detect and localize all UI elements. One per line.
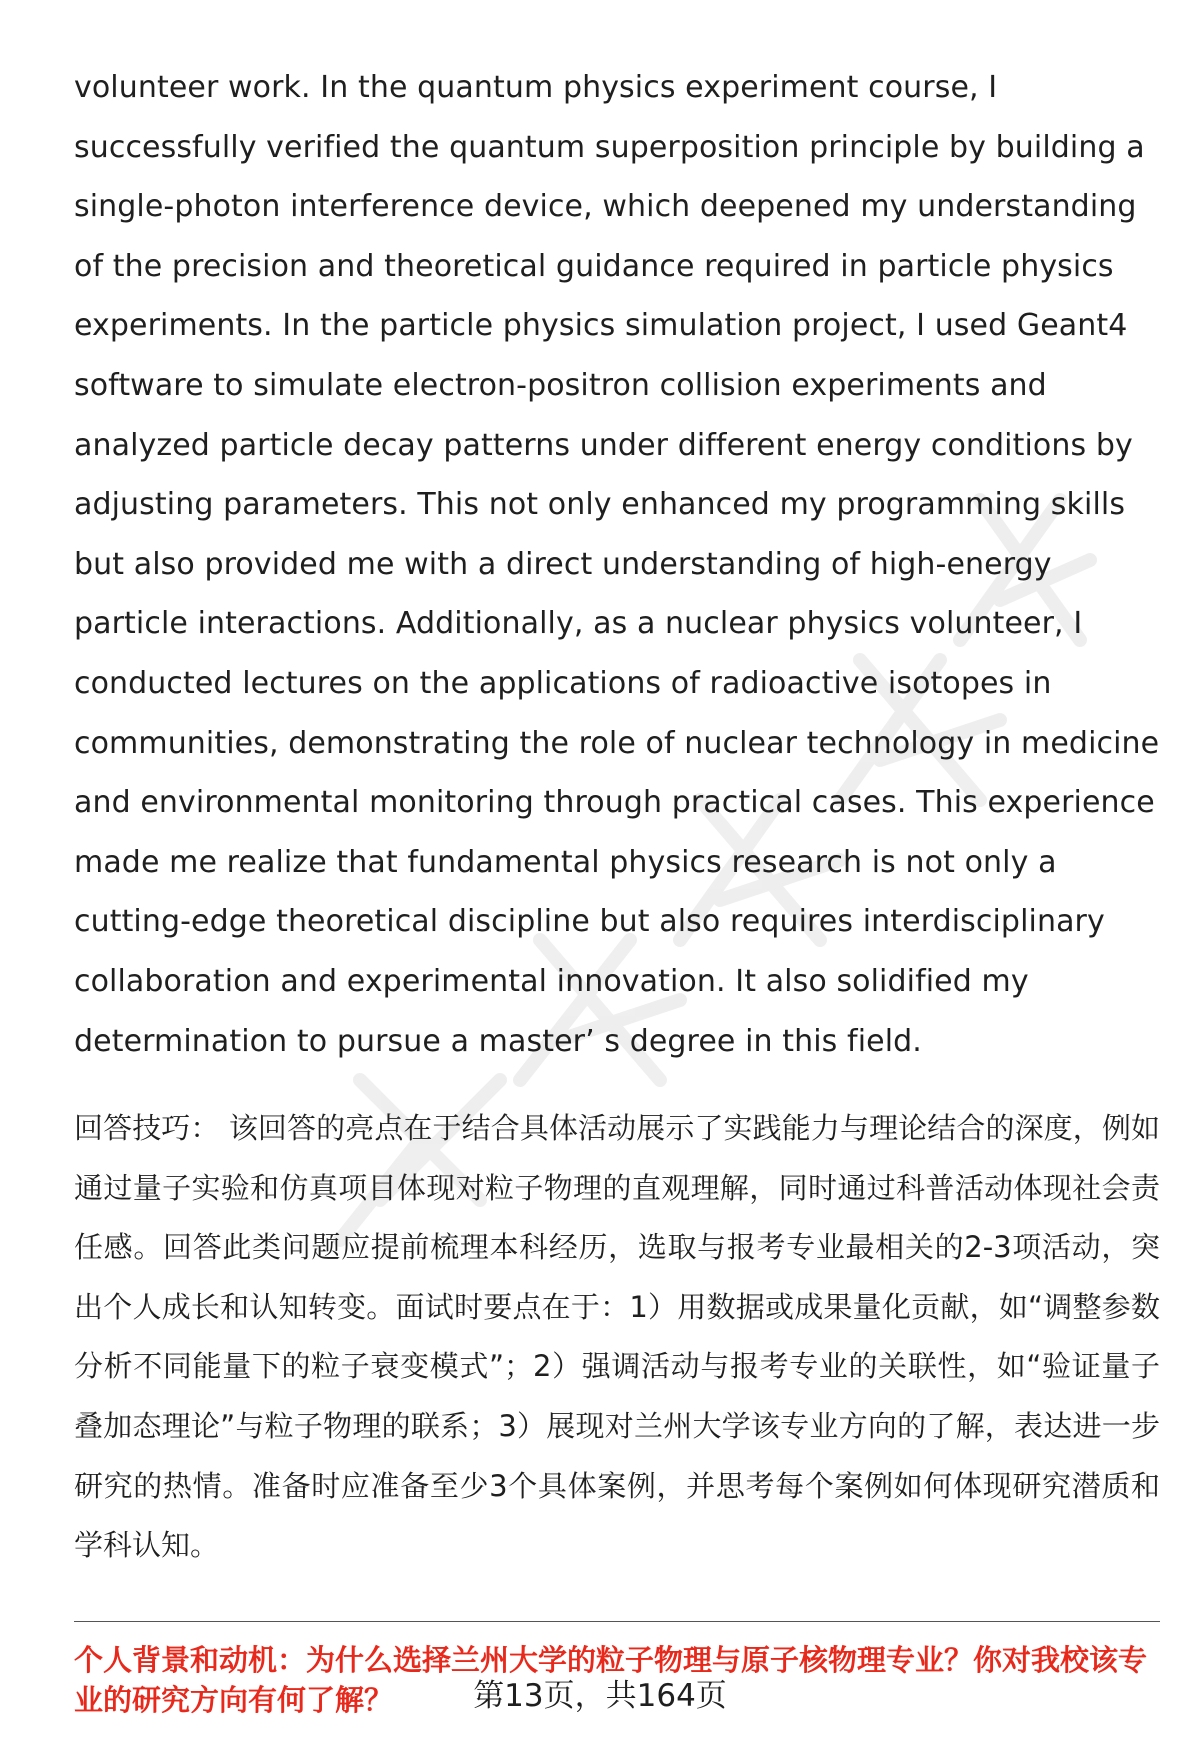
next-question-heading: 个人背景和动机：为什么选择兰州大学的粒子物理与原子核物理专业？你对我校该专业的研究方向有何了解？ bbox=[74, 1642, 1148, 1717]
answer-paragraph: volunteer work. In the quantum physics experiment course, I successfully verified the quantum superposition principle by building a single-photon interference device, which deepened my understanding of the precision and theoretical guidance required in particle physics experiments. In the particle physics simulation project, I used Geant4 software to simulate electron-positron collision experiments and analyzed particle decay patterns under different energy conditions by adjusting parameters. This not only enhanced my programming skills but also provided me with a direct understanding of high-energy particle interactions. Additionally, as a nuclear physics volunteer, I conducted lectures on the applications of radioactive isotopes in communities, demonstrating the role of nuclear technology in medicine and environmental monitoring through practical cases. This experience made me realize that fundamental physics research is not only a cutting-edge theoretical discipline but also requires interdisciplinary collaboration and experimental innovation. It also solidified my determination to pursue a master’ s degree in this field. bbox=[74, 70, 1160, 1059]
answer-tips-paragraph: 回答技巧： 该回答的亮点在于结合具体活动展示了实践能力与理论结合的深度，例如通过量子实验和仿真项目体现对粒子物理的直观理解，同时通过科普活动体现社会责任感。回答此类问题应提前梳理本科经历，选取与报考专业最相关的2-3项活动，突出个人成长和认知转变。面试时要点在于：1）用数据或成果量化贡献，如“调整参数分析不同能量下的粒子衰变模式”；2）强调活动与报考专业的关联性，如“验证量子叠加态理论”与粒子物理的联系；3）展现对兰州大学该专业方向的了解，表达进一步研究的热情。准备时应准备至少3个具体案例，并思考每个案例如何体现研究潜质和学科认知。 bbox=[74, 1111, 1160, 1563]
document-page bbox=[74, 58, 1160, 1720]
page-number: 第13页，共164页 bbox=[473, 1678, 727, 1714]
section-divider bbox=[74, 1621, 1160, 1622]
